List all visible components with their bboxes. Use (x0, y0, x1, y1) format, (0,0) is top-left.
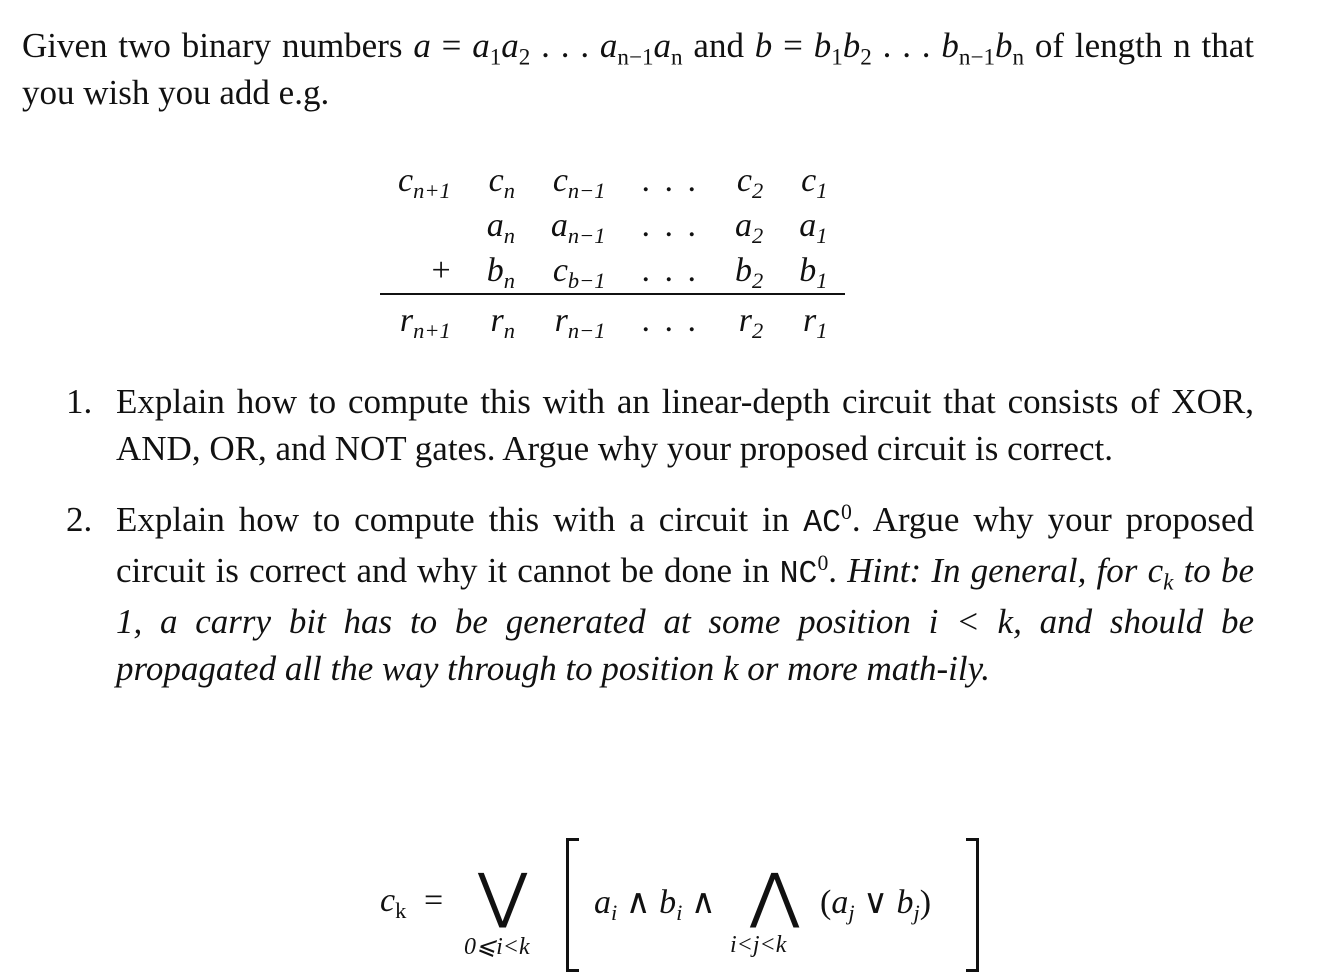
a-row-cell (469, 203, 533, 248)
b-row-cell (380, 248, 469, 294)
cell-subscript: n+1 (413, 318, 451, 344)
result-row (380, 294, 845, 347)
formula-lhs (380, 882, 407, 924)
cell-subscript: 1 (816, 222, 828, 248)
b-row-cell (781, 248, 845, 294)
var-a: a (413, 26, 431, 65)
result-row-cell (624, 294, 718, 347)
cell-symbol: c (736, 161, 752, 199)
document-body (22, 22, 1254, 116)
paren-open: ( (820, 884, 832, 921)
cell-symbol: r (802, 302, 817, 339)
addition-table-body (380, 158, 845, 347)
equals-sign-2: = (772, 26, 814, 65)
big-or-operator: ⋁ (478, 863, 528, 929)
cell-subscript: 1 (816, 267, 828, 293)
cell-symbol: c (488, 161, 504, 199)
vee: ∨ (854, 884, 897, 921)
an-sub: n (671, 43, 683, 70)
left-bracket (566, 838, 579, 972)
intro-text-end: of length n that you wish you add e.g. (22, 26, 1255, 112)
result-row-cell (380, 294, 469, 347)
lhs-c: c (380, 882, 396, 919)
b-row-cell (533, 248, 624, 294)
cell-symbol: a (486, 206, 504, 244)
cell-symbol: r (490, 302, 504, 339)
cell-subscript: 2 (752, 222, 764, 248)
b2-sub: 2 (860, 43, 872, 70)
hint-text: Hint: In general, for (847, 551, 1148, 590)
carry-row-cell (380, 158, 469, 203)
cell-symbol: + (431, 251, 451, 289)
ai: a (594, 884, 611, 921)
and-text: and (682, 26, 755, 65)
b2: b (842, 26, 861, 65)
cell-symbol: a (735, 206, 752, 244)
cell-subscript: n+1 (413, 177, 451, 203)
question-number: 2. (66, 500, 93, 539)
result-row-cell (717, 294, 781, 347)
a-row-cell (624, 203, 718, 248)
a-row-cell (533, 203, 624, 248)
intro-paragraph (22, 22, 1254, 116)
right-bracket (966, 838, 979, 972)
cell-subscript: 2 (752, 177, 764, 203)
a-row-cell (717, 203, 781, 248)
formula-equals: = (424, 882, 444, 919)
question-text-end: . (828, 551, 848, 590)
wedge: ∧ (617, 884, 660, 921)
cell-symbol: c (552, 161, 568, 199)
a-row-cell (781, 203, 845, 248)
question-text: Explain how to compute this with a circuit in (116, 500, 804, 539)
carry-row-cell (469, 158, 533, 203)
cell-symbol: c (552, 251, 568, 289)
cell-subscript: n−1 (567, 177, 606, 203)
hint-text-cont: to be 1, a carry bit has to be generated at some position i < k, and should be propagated all the way through to position k or more math-ily. (116, 551, 1255, 688)
an-1: a (599, 26, 618, 65)
carry-row-cell (624, 158, 718, 203)
b-row (380, 248, 845, 294)
bn: b (995, 26, 1013, 65)
bi-sub: i (676, 900, 683, 926)
a-row-cell (380, 203, 469, 248)
aj: a (831, 884, 849, 921)
result-row-cell (469, 294, 533, 347)
cell-symbol: . . . (641, 206, 699, 244)
an-1-sub: n−1 (617, 43, 654, 70)
addition-table (380, 158, 845, 347)
a1: a (472, 26, 490, 65)
bj: b (896, 884, 914, 921)
paren-close: ) (919, 884, 932, 921)
carry-row (380, 158, 845, 203)
result-row-cell (781, 294, 845, 347)
bj-sub: j (913, 900, 920, 926)
a-row (380, 203, 845, 248)
cell-subscript: n (503, 177, 515, 203)
equals-sign: = (430, 26, 473, 65)
complexity-class-ac: AC (803, 506, 842, 541)
ellipsis-2: . . . (871, 26, 942, 65)
b1-sub: 1 (831, 43, 843, 70)
cell-symbol: c (801, 161, 817, 199)
question-text: Explain how to compute this with an linear-depth circuit that consists of XOR, AND, OR, and NOT gates. Argue why your proposed circuit is correct. (116, 382, 1254, 468)
question-list (66, 378, 1254, 692)
cell-symbol: r (399, 302, 414, 339)
wedge-2: ∧ (682, 884, 716, 921)
carry-row-cell (781, 158, 845, 203)
bi: b (659, 884, 677, 921)
carry-row-cell (717, 158, 781, 203)
var-b: b (754, 26, 773, 65)
cell-symbol: b (486, 251, 504, 289)
and-limit: i<j<k (730, 932, 787, 958)
b-row-cell (469, 248, 533, 294)
cell-subscript: n−1 (567, 318, 606, 344)
b-row-cell (624, 248, 718, 294)
question-number: 1. (66, 382, 93, 421)
question-2 (66, 496, 1254, 692)
var-ck: c (1147, 551, 1164, 590)
big-and-operator: ⋀ (750, 863, 800, 929)
cell-subscript: n (503, 267, 515, 293)
carry-row-cell (533, 158, 624, 203)
result-row-cell (533, 294, 624, 347)
formula-inner-right (820, 882, 932, 926)
cell-subscript: 2 (752, 318, 764, 344)
cell-subscript: 1 (816, 177, 828, 203)
ck-sub: k (1163, 568, 1174, 595)
cell-symbol: r (554, 302, 568, 339)
ai-sub: i (611, 900, 618, 926)
bn-sub: n (1012, 43, 1025, 70)
cell-subscript: b−1 (567, 267, 606, 293)
cell-symbol: c (398, 161, 414, 199)
intro-text: Given two binary numbers (22, 26, 414, 65)
nc-superscript: 0 (817, 551, 829, 576)
cell-subscript: 1 (816, 318, 828, 344)
cell-subscript: n (503, 222, 515, 248)
formula-inner-left (594, 882, 716, 926)
cell-symbol: r (738, 302, 752, 339)
question-1 (66, 378, 1254, 472)
aj-sub: j (848, 900, 855, 926)
cell-symbol: b (735, 251, 752, 289)
cell-symbol: a (799, 206, 817, 244)
question-text-cont: . Argue why your proposed circuit is correct and why it cannot be done in (116, 500, 1254, 590)
cell-subscript: n (503, 318, 515, 344)
cell-symbol: a (550, 206, 568, 244)
cell-subscript: n−1 (567, 222, 606, 248)
bn-1: b (941, 26, 959, 65)
lhs-sub: k (395, 898, 407, 924)
b1: b (813, 26, 832, 65)
bn-1-sub: n−1 (958, 43, 996, 70)
a2-sub: 2 (518, 43, 531, 70)
a1-sub: 1 (489, 43, 502, 70)
a2: a (501, 26, 519, 65)
cell-symbol: . . . (641, 302, 699, 339)
or-limit: 0⩽i<k (464, 934, 530, 960)
ellipsis: . . . (530, 26, 600, 65)
cell-symbol: b (799, 251, 817, 289)
an: a (653, 26, 672, 65)
complexity-class-nc: NC (779, 557, 818, 592)
ac-superscript: 0 (841, 500, 852, 525)
b-row-cell (717, 248, 781, 294)
cell-subscript: 2 (752, 267, 764, 293)
cell-symbol: . . . (641, 161, 699, 199)
cell-symbol: . . . (641, 251, 699, 289)
carry-formula (380, 832, 1000, 972)
